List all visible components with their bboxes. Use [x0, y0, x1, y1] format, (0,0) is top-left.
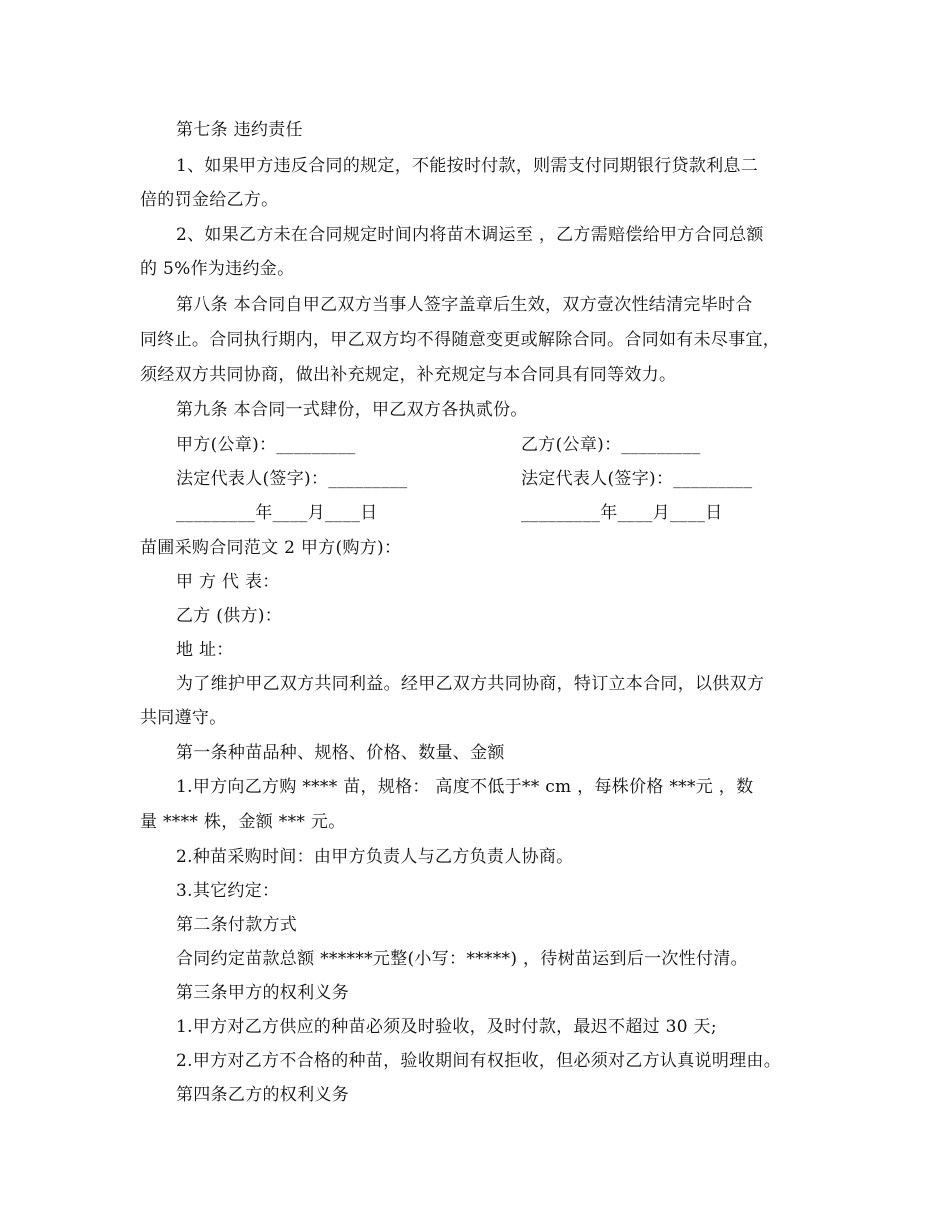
section-3-item-2: 2.甲方对乙方不合格的种苗，验收期间有权拒收，但必须对乙方认真说明理由。: [176, 1051, 782, 1071]
section-3-item-1: 1.甲方对乙方供应的种苗必须及时验收，及时付款，最迟不超过 30 天;: [176, 1017, 717, 1037]
article-8-line-2: 同终止。合同执行期内，甲乙双方均不得随意变更或解除合同。合同如有未尽事宜，: [140, 330, 781, 350]
section-3-title: 第三条甲方的权利义务: [176, 983, 349, 1003]
intro-line-2: 共同遵守。: [140, 708, 227, 728]
section-1-item-2: 2.种苗采购时间：由甲方负责人与乙方负责人协商。: [176, 847, 574, 867]
section-2-title: 第二条付款方式: [176, 915, 298, 935]
signature-party-b-date: _________年____月____日: [521, 503, 723, 523]
signature-party-a-seal: 甲方(公章)：_________: [176, 435, 356, 455]
article-8-line-1: 第八条 本合同自甲乙双方当事人签字盖章后生效，双方壹次性结清完毕时合: [176, 295, 753, 315]
signature-party-b-seal: 乙方(公章)：_________: [521, 435, 701, 455]
section-4-title: 第四条乙方的权利义务: [176, 1085, 349, 1105]
article-7-title: 第七条 违约责任: [176, 120, 303, 140]
intro-line-1: 为了维护甲乙双方共同利益。经甲乙双方共同协商，特订立本合同，以供双方: [176, 674, 765, 694]
section-1-item-3: 3.其它约定：: [176, 881, 280, 901]
article-7-clause-1-line-1: 1、如果甲方违反合同的规定，不能按时付款，则需支付同期银行贷款利息二: [176, 156, 759, 176]
contract-2-title: 苗圃采购合同范文 2 甲方(购方)：: [140, 538, 402, 558]
article-8-line-3: 须经双方共同协商，做出补充规定，补充规定与本合同具有同等效力。: [140, 365, 677, 385]
section-2-payment-terms: 合同约定苗款总额 ******元整(小写：*****) ，待树苗运到后一次性付清。: [176, 949, 748, 969]
signature-party-a-date: _________年____月____日: [176, 503, 378, 523]
section-1-item-1-line-2: 量 **** 株，金额 *** 元。: [140, 812, 346, 832]
article-9: 第九条 本合同一式肆份，甲乙双方各执贰份。: [176, 400, 528, 420]
party-b-supplier: 乙方 (供方)：: [176, 606, 283, 626]
signature-party-a-representative: 法定代表人(签字)：_________: [176, 469, 408, 489]
section-1-title: 第一条种苗品种、规格、价格、数量、金额: [176, 743, 505, 763]
article-7-clause-2-line-1: 2、如果乙方未在合同规定时间内将苗木调运至 ，乙方需赔偿给甲方合同总额: [176, 225, 764, 245]
address-field: 地 址：: [176, 640, 234, 660]
section-1-item-1-line-1: 1.甲方向乙方购 **** 苗，规格： 高度不低于** cm ，每株价格 ***元 ，数: [176, 777, 754, 797]
party-a-representative: 甲 方 代 表：: [176, 572, 280, 592]
signature-party-b-representative: 法定代表人(签字)：_________: [521, 469, 753, 489]
article-7-clause-2-line-2: 的 5%作为违约金。: [140, 259, 295, 279]
article-7-clause-1-line-2: 倍的罚金给乙方。: [140, 190, 279, 210]
